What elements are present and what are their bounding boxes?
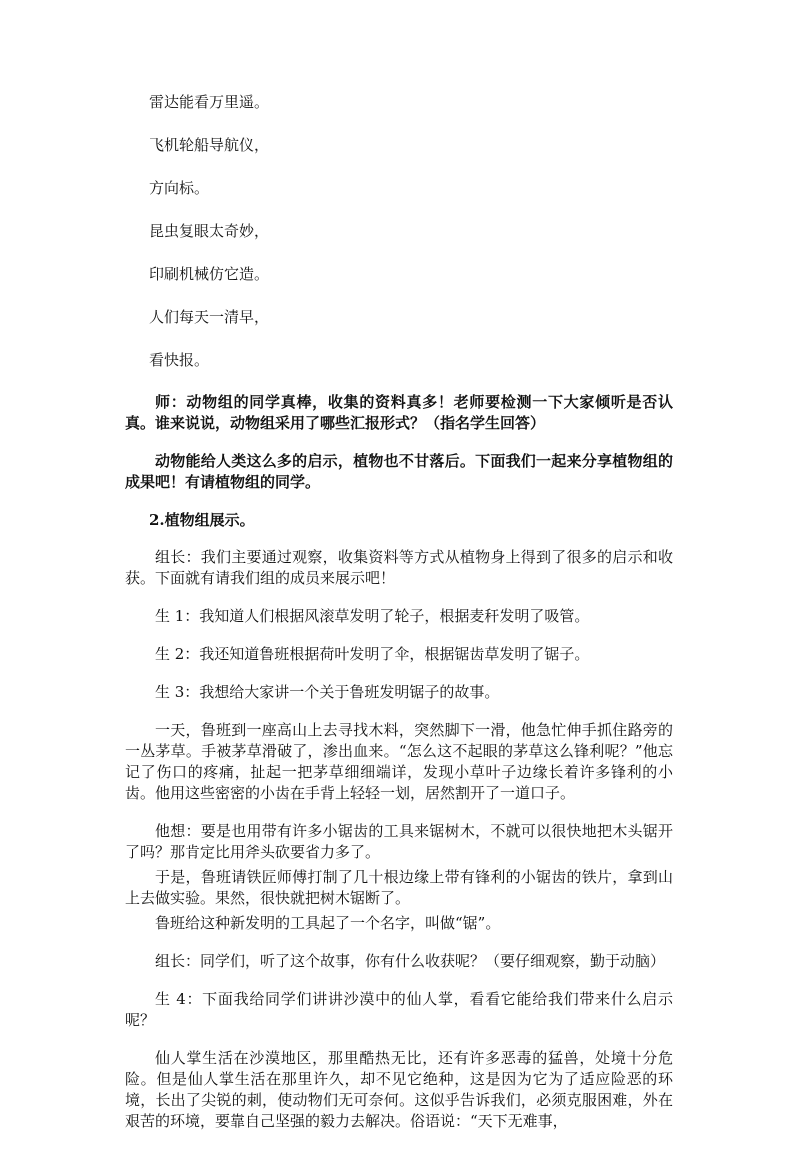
document-body	[125, 92, 673, 1149]
verse-line: 雷达能看万里遥。	[149, 93, 270, 111]
story-paragraph-1: 一天，鲁班到一座高山上去寻找木料，突然脚下一滑，他急忙伸手抓住路旁的一丛茅草。手被茅草滑破了，渗出血来。“怎么这不起眼的茅草这么锋利呢？”他忘记了伤口的疼痛，扯起一把茅草细细端详，发现小草叶子边缘长着许多锋利的小齿。他用这些密密的小齿在手背上轻轻一划，居然割开了一道口子。	[125, 721, 673, 802]
teacher-paragraph: 师：动物组的同学真棒，收集的资料真多！老师要检测一下大家倾听是否认真。谁来说说，动物组采用了哪些汇报形式？（指名学生回答）	[125, 393, 673, 432]
verse-line: 印刷机械仿它造。	[149, 265, 270, 283]
verse-line: 方向标。	[149, 179, 210, 197]
leader-intro-paragraph: 组长：我们主要通过观察，收集资料等方式从植物身上得到了很多的启示和收获。下面就有请我们组的成员来展示吧！	[125, 548, 673, 587]
student-1-line: 生 1：我知道人们根据风滚草发明了轮子，根据麦秆发明了吸管。	[155, 607, 590, 625]
section-heading: 2.植物组展示。	[149, 511, 255, 529]
story-paragraph-2: 他想：要是也用带有许多小锯齿的工具来锯树木，不就可以很快地把木头锯开了吗？那肯定比用斧头砍要省力多了。	[125, 822, 673, 861]
leader-question-paragraph: 组长：同学们，听了这个故事，你有什么收获呢？（要仔细观察，勤于动脑）	[155, 952, 666, 970]
verse-line: 飞机轮船导航仪，	[149, 136, 270, 154]
story-paragraph-4: 鲁班给这种新发明的工具起了一个名字，叫做“锯”。	[155, 914, 501, 932]
verse-line: 人们每天一清早，	[149, 308, 270, 326]
transition-paragraph: 动物能给人类这么多的启示，植物也不甘落后。下面我们一起来分享植物组的成果吧！有请植物组的同学。	[125, 452, 673, 491]
verse-line: 看快报。	[149, 351, 210, 369]
student-4-paragraph: 生 4：下面我给同学们讲讲沙漠中的仙人掌，看看它能给我们带来什么启示呢？	[125, 990, 673, 1029]
student-3-line: 生 3：我想给大家讲一个关于鲁班发明锯子的故事。	[155, 683, 500, 701]
verse-line: 昆虫复眼太奇妙，	[149, 222, 270, 240]
story-paragraph-3: 于是，鲁班请铁匠师傅打制了几十根边缘上带有锋利的小锯齿的铁片，拿到山上去做实验。果然，很快就把树木锯断了。	[125, 868, 673, 907]
student-2-line: 生 2：我还知道鲁班根据荷叶发明了伞，根据锯齿草发明了锯子。	[155, 645, 590, 663]
cactus-paragraph: 仙人掌生活在沙漠地区，那里酷热无比，还有许多恶毒的猛兽，处境十分危险。但是仙人掌生活在那里许久，却不见它绝种，这是因为它为了适应险恶的环境，长出了尖锐的刺，使动物们无可奈何。这似乎告诉我们，必须克服困难，外在艰苦的环境，要靠自己坚强的毅力去解决。俗语说：“天下无难事，	[125, 1049, 673, 1130]
